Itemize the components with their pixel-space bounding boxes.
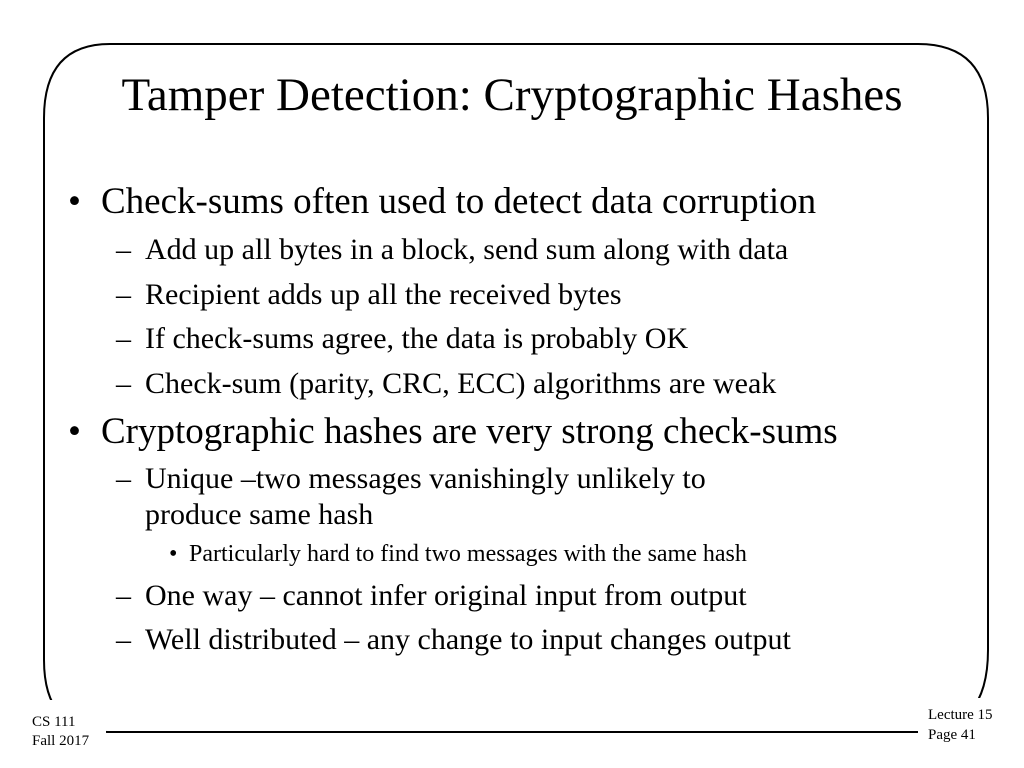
dash-marker: –: [116, 278, 131, 311]
sub-bullet-item: Add up all bytes in a block, send sum along with data: [145, 233, 789, 266]
sub-bullet-item-continuation: produce same hash: [145, 498, 374, 531]
dash-marker: –: [116, 623, 131, 656]
dash-marker: –: [116, 579, 131, 612]
dash-marker: –: [116, 233, 131, 266]
sub-bullet-item: Well distributed – any change to input changes output: [145, 623, 791, 656]
sub-sub-bullet-item: Particularly hard to find two messages with the same hash: [189, 541, 747, 567]
slide-title: Tamper Detection: Cryptographic Hashes: [121, 69, 903, 121]
dash-marker: –: [116, 462, 131, 495]
footer-term: Fall 2017: [32, 733, 90, 749]
bullet-marker: •: [68, 181, 81, 222]
footer-lecture: Lecture 15: [928, 707, 993, 723]
dash-marker: –: [116, 367, 131, 400]
footer-page-number: Page 41: [928, 727, 976, 743]
sub-bullet-item: Check-sum (parity, CRC, ECC) algorithms are weak: [145, 367, 777, 400]
sub-bullet-item: One way – cannot infer original input from output: [145, 579, 747, 612]
sub-bullet-item: If check-sums agree, the data is probably OK: [145, 322, 689, 355]
bullet-item: Check-sums often used to detect data corruption: [101, 181, 817, 222]
footer-course: CS 111: [32, 714, 76, 730]
sub-bullet-item: Recipient adds up all the received bytes: [145, 278, 622, 311]
bullet-marker: •: [68, 411, 81, 452]
dash-marker: –: [116, 322, 131, 355]
bullet-item: Cryptographic hashes are very strong check-sums: [101, 411, 838, 452]
sub-bullet-item: Unique –two messages vanishingly unlikely to: [145, 462, 706, 495]
small-bullet-marker: •: [169, 541, 178, 567]
